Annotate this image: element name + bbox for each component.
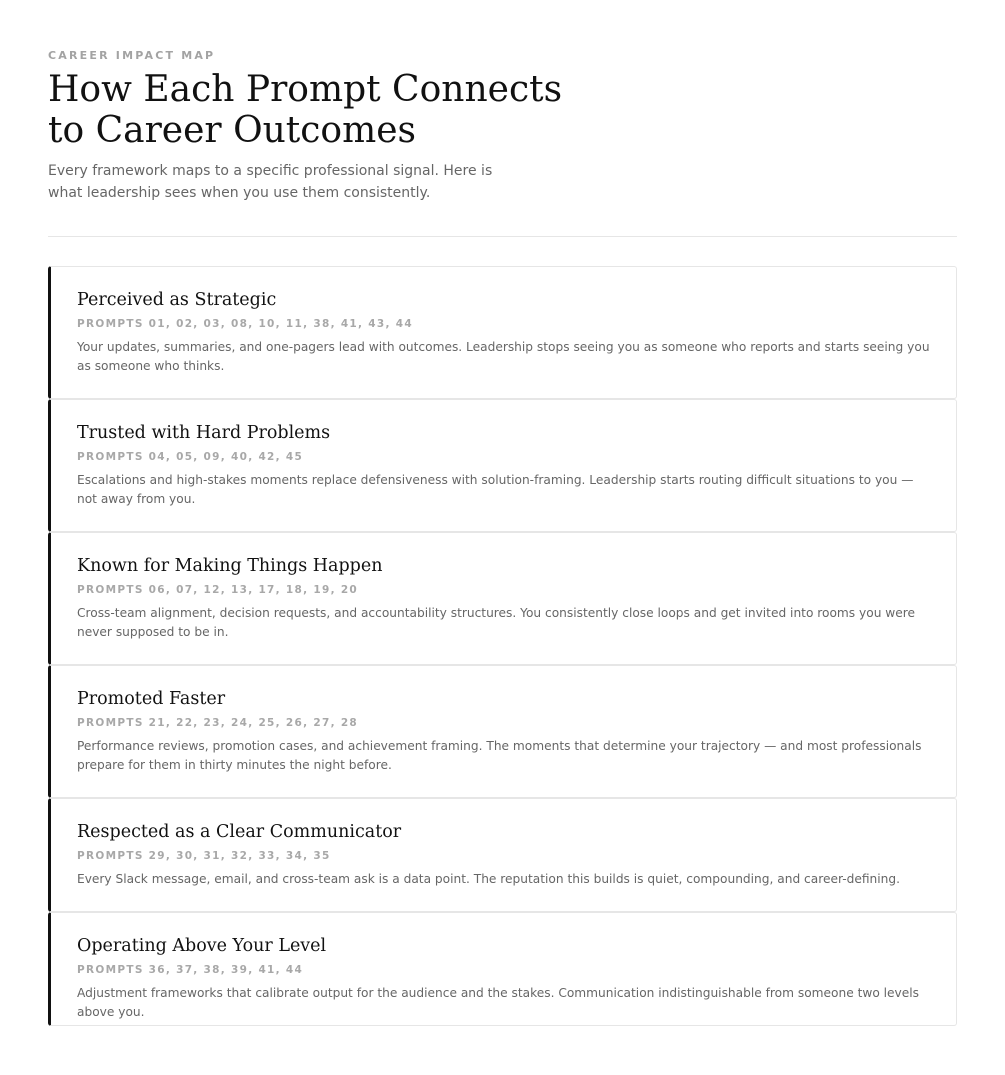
header-divider [48, 236, 957, 237]
page-title: How Each Prompt Connects to Career Outcomes [48, 69, 563, 151]
page-subtitle: Every framework maps to a specific professional signal. Here is what leadership sees when you use them consistently. [48, 163, 493, 201]
card-description: Every Slack message, email, and cross-team ask is a data point. The reputation this builds is quiet, compounding, and career-defining. [77, 872, 900, 886]
card-title: Known for Making Things Happen [77, 556, 383, 576]
card-description: Performance reviews, promotion cases, and achievement framing. The moments that determine your trajectory — and most professionals prepare for them in thirty minutes the night before. [77, 739, 922, 772]
card-title: Perceived as Strategic [77, 290, 277, 310]
card-prompts: PROMPTS 01, 02, 03, 08, 10, 11, 38, 41, 43, 44 [77, 318, 413, 330]
outcome-card-clear-communicator [48, 798, 957, 912]
card-prompts: PROMPTS 04, 05, 09, 40, 42, 45 [77, 451, 304, 463]
card-description: Adjustment frameworks that calibrate output for the audience and the stakes. Communication indistinguishable from someone two levels above you. [77, 986, 919, 1019]
outcome-card-making-things-happen [48, 532, 957, 665]
card-prompts: PROMPTS 21, 22, 23, 24, 25, 26, 27, 28 [77, 717, 359, 729]
outcome-card-hard-problems [48, 399, 957, 532]
outcome-card-above-your-level [48, 912, 957, 1026]
card-description: Your updates, summaries, and one-pagers lead with outcomes. Leadership stops seeing you as someone who reports and starts seeing you as someone who thinks. [77, 340, 930, 373]
card-title: Promoted Faster [77, 689, 226, 709]
card-title: Respected as a Clear Communicator [77, 822, 402, 842]
card-title: Trusted with Hard Problems [77, 423, 331, 443]
outcome-card-list [48, 266, 957, 1026]
outcome-card-strategic [48, 266, 957, 399]
card-prompts: PROMPTS 36, 37, 38, 39, 41, 44 [77, 964, 304, 976]
eyebrow-label: CAREER IMPACT MAP [48, 49, 216, 62]
card-title: Operating Above Your Level [77, 936, 327, 956]
outcome-card-promoted-faster [48, 665, 957, 798]
card-prompts: PROMPTS 06, 07, 12, 13, 17, 18, 19, 20 [77, 584, 359, 596]
card-description: Cross-team alignment, decision requests, and accountability structures. You consistently close loops and get invited into rooms you were never supposed to be in. [77, 606, 916, 639]
card-description: Escalations and high-stakes moments replace defensiveness with solution-framing. Leadership starts routing difficult situations to you — not away from you. [77, 473, 914, 506]
card-prompts: PROMPTS 29, 30, 31, 32, 33, 34, 35 [77, 850, 331, 862]
